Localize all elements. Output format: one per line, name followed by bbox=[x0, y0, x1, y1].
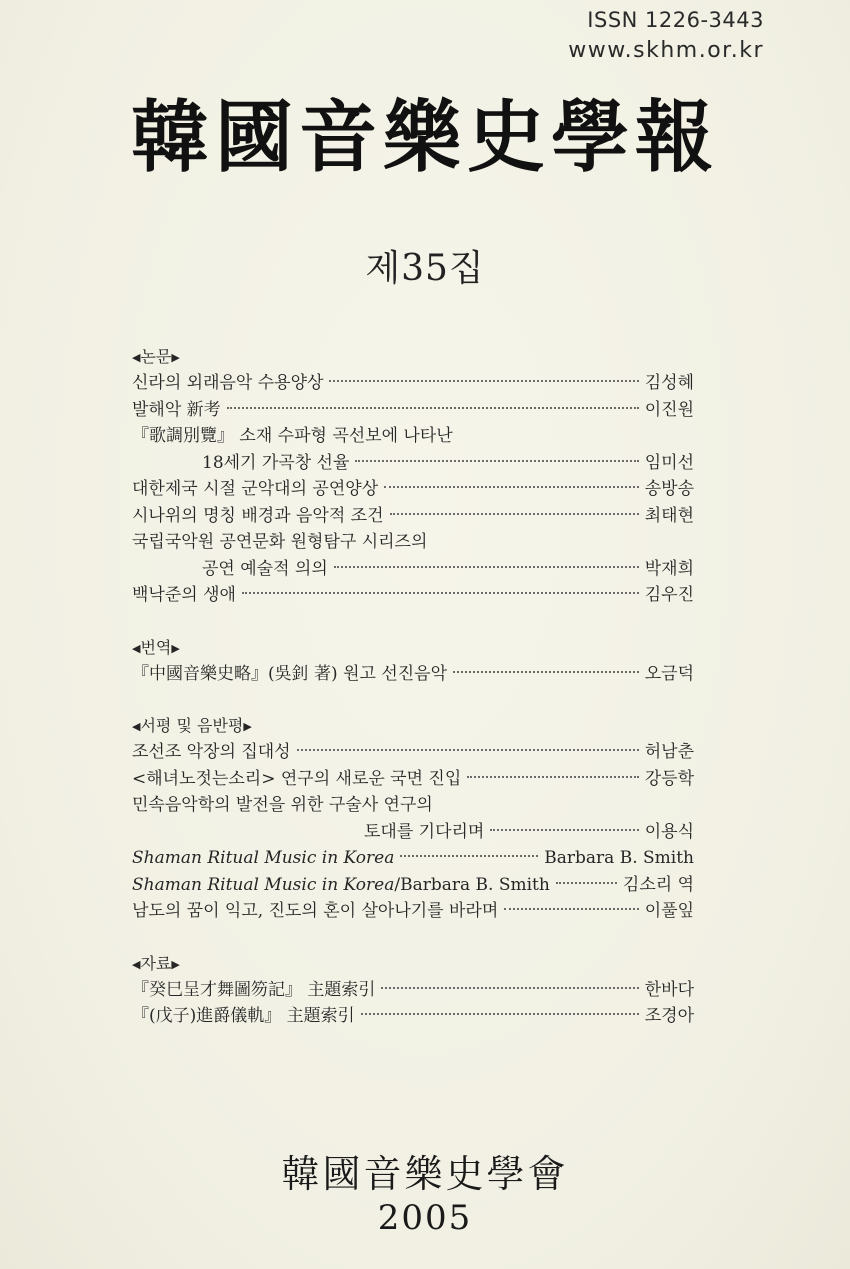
section-heading-label: 자료 bbox=[140, 953, 172, 973]
entry-author: Barbara B. Smith bbox=[544, 848, 694, 868]
toc-entry bbox=[132, 739, 694, 766]
entry-author: 김우진 bbox=[644, 585, 694, 605]
toc-entry bbox=[132, 556, 694, 583]
triangle-left-icon: ◀ bbox=[132, 641, 141, 655]
dot-leader bbox=[390, 513, 639, 515]
dot-leader bbox=[334, 566, 639, 568]
triangle-right-icon: ▶ bbox=[171, 957, 180, 971]
dot-leader bbox=[355, 460, 638, 462]
dot-leader bbox=[297, 749, 639, 751]
dot-leader bbox=[329, 380, 638, 382]
entry-title: 『(戊子)進爵儀軌』 主題索引 bbox=[132, 1006, 355, 1026]
toc-entry bbox=[132, 819, 694, 846]
toc-entry bbox=[132, 370, 694, 397]
toc-entry bbox=[132, 397, 694, 424]
toc-entry bbox=[132, 766, 694, 793]
section-heading-label: 논문 bbox=[140, 347, 172, 366]
triangle-right-icon: ▶ bbox=[243, 720, 252, 733]
cover-meta bbox=[568, 6, 764, 66]
toc-entry bbox=[132, 476, 694, 503]
issn-number: ISSN 1226-3443 bbox=[587, 8, 764, 32]
dot-leader bbox=[242, 592, 639, 594]
entry-title-continuation: 공연 예술적 의의 bbox=[202, 558, 328, 579]
publication-year: 2005 bbox=[377, 1198, 473, 1238]
table-of-contents bbox=[132, 344, 694, 1056]
entry-title: 백낙준의 생애 bbox=[132, 585, 236, 605]
section-heading bbox=[132, 951, 694, 977]
toc-entry bbox=[132, 503, 694, 530]
dot-leader bbox=[227, 407, 639, 409]
entry-author: 김소리 역 bbox=[622, 874, 694, 895]
section-heading bbox=[132, 713, 694, 739]
entry-author: 이풀잎 bbox=[644, 901, 694, 921]
entry-title: <해녀노젓는소리> 연구의 새로운 국면 진입 bbox=[132, 768, 462, 789]
entry-title-continuation: 토대를 기다리며 bbox=[364, 821, 485, 842]
journal-title: 韓國音樂史學報 bbox=[130, 92, 719, 183]
entry-author: 김성혜 bbox=[644, 373, 694, 393]
publisher-name: 韓國音樂史學會 bbox=[281, 1152, 569, 1196]
entry-author: 박재희 bbox=[644, 558, 694, 579]
triangle-left-icon: ◀ bbox=[132, 957, 141, 971]
entry-title-continuation: 18세기 가곡창 선율 bbox=[202, 452, 350, 473]
triangle-left-icon: ◀ bbox=[132, 351, 141, 364]
toc-entry bbox=[132, 898, 694, 925]
toc-entry bbox=[132, 450, 694, 477]
entry-title: 『歌調別覽』 소재 수파형 곡선보에 나타난 bbox=[132, 426, 453, 446]
entry-author: 최태현 bbox=[644, 505, 694, 526]
entry-author: 조경아 bbox=[644, 1006, 694, 1026]
toc-entry bbox=[132, 845, 694, 872]
section-papers bbox=[132, 344, 694, 609]
entry-title: 신라의 외래음악 수용양상 bbox=[132, 373, 324, 393]
section-reviews bbox=[132, 713, 694, 925]
entry-author: 허남춘 bbox=[644, 742, 694, 762]
section-heading-label: 번역 bbox=[140, 637, 172, 657]
entry-author: 송방송 bbox=[644, 479, 694, 499]
entry-title: 국립국악원 공연문화 원형탐구 시리즈의 bbox=[132, 532, 428, 552]
entry-title: 조선조 악장의 집대성 bbox=[132, 742, 291, 762]
entry-author: 한바다 bbox=[644, 979, 694, 1000]
volume-number: 제35집 bbox=[365, 248, 485, 289]
entry-title: 대한제국 시절 군악대의 공연양상 bbox=[132, 479, 379, 499]
triangle-left-icon: ◀ bbox=[132, 720, 141, 733]
toc-entry bbox=[132, 661, 694, 688]
section-heading bbox=[132, 635, 694, 661]
entry-title: 『中國音樂史略』(吳釗 著) 원고 선진음악 bbox=[132, 663, 448, 684]
section-heading-label: 서평 및 음반평 bbox=[140, 716, 244, 735]
entry-title: 발해악 新考 bbox=[132, 399, 221, 420]
dot-leader bbox=[453, 671, 639, 673]
triangle-right-icon: ▶ bbox=[171, 351, 180, 364]
triangle-right-icon: ▶ bbox=[171, 641, 180, 655]
section-materials bbox=[132, 951, 694, 1030]
dot-leader bbox=[467, 776, 638, 778]
entry-author: 임미선 bbox=[644, 452, 694, 473]
entry-title: 남도의 꿈이 익고, 진도의 혼이 살아나기를 바라며 bbox=[132, 901, 499, 921]
dot-leader bbox=[490, 829, 638, 831]
section-translation bbox=[132, 635, 694, 688]
toc-entry bbox=[132, 872, 694, 899]
entry-author: 이진원 bbox=[644, 399, 694, 420]
dot-leader bbox=[400, 855, 538, 857]
entry-author: 이용식 bbox=[644, 821, 694, 842]
dot-leader bbox=[381, 987, 638, 989]
dot-leader bbox=[361, 1013, 639, 1015]
entry-title-suffix: /Barbara B. Smith bbox=[394, 874, 550, 895]
toc-entry bbox=[132, 582, 694, 609]
entry-title: 『癸巳呈才舞圖笏記』 主題索引 bbox=[132, 979, 376, 1000]
entry-title: 시나위의 명칭 배경과 음악적 조건 bbox=[132, 505, 384, 526]
dot-leader bbox=[384, 486, 639, 488]
section-heading bbox=[132, 344, 694, 370]
entry-author: 강등학 bbox=[644, 768, 694, 789]
entry-author: 오금덕 bbox=[644, 663, 694, 684]
toc-entry bbox=[132, 977, 694, 1004]
entry-title: 민속음악학의 발전을 위한 구술사 연구의 bbox=[132, 795, 433, 815]
entry-title: Shaman Ritual Music in Korea bbox=[132, 874, 395, 895]
toc-entry bbox=[132, 1003, 694, 1030]
entry-title: Shaman Ritual Music in Korea bbox=[132, 848, 395, 868]
dot-leader bbox=[504, 908, 638, 910]
dot-leader bbox=[556, 882, 617, 884]
website-url: www.skhm.or.kr bbox=[568, 38, 764, 63]
